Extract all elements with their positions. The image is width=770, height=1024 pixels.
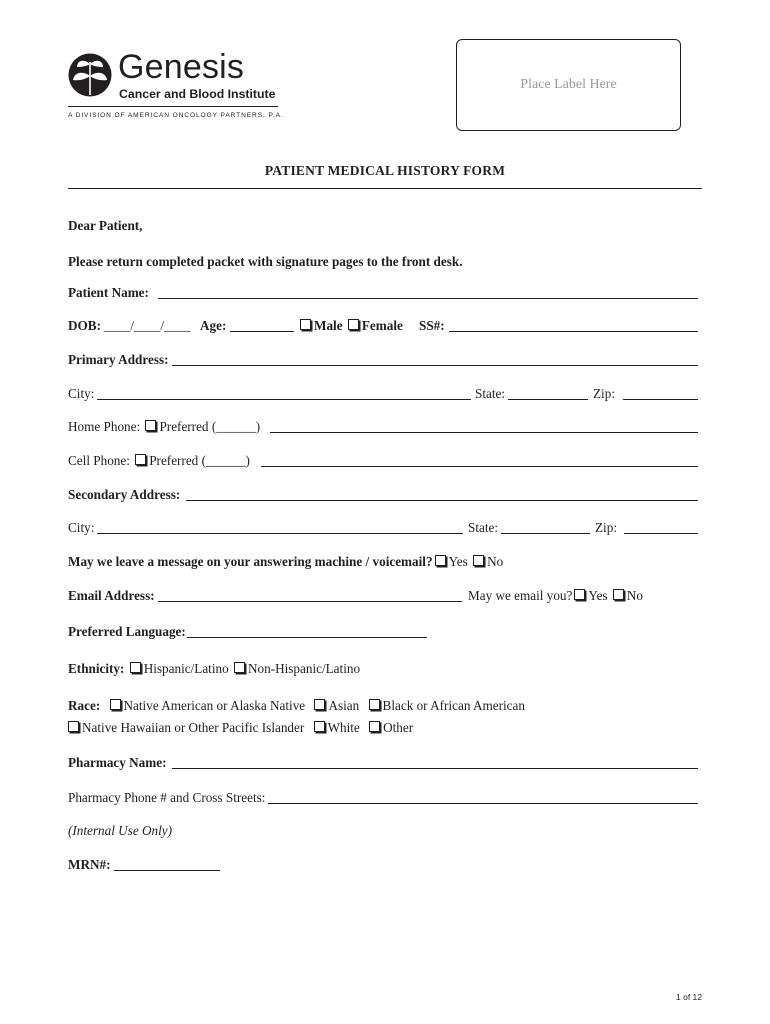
home-phone-area-code-field[interactable]: (______) bbox=[211, 419, 261, 434]
brand-subtitle: Cancer and Blood Institute bbox=[119, 87, 276, 101]
state-2-field[interactable] bbox=[501, 533, 590, 534]
brand-divider bbox=[68, 106, 278, 107]
cell-phone-label: Cell Phone: bbox=[68, 453, 130, 468]
email-field[interactable] bbox=[158, 601, 462, 602]
preferred-language-field[interactable] bbox=[187, 637, 427, 638]
ssn-label: SS#: bbox=[419, 318, 445, 333]
email-question: May we email you? bbox=[468, 588, 573, 603]
race-option-label: Asian bbox=[328, 698, 360, 713]
preferred-language-label: Preferred Language: bbox=[68, 624, 186, 639]
mrn-field[interactable] bbox=[114, 870, 220, 871]
pharmacy-phone-label: Pharmacy Phone # and Cross Streets: bbox=[68, 790, 266, 805]
email-permission-row bbox=[468, 588, 643, 604]
pharmacy-name-field[interactable] bbox=[172, 768, 698, 769]
cell-phone-field[interactable] bbox=[261, 466, 698, 467]
patient-name-label: Patient Name: bbox=[68, 285, 149, 300]
race-black-checkbox[interactable] bbox=[369, 699, 380, 710]
patient-name-field[interactable] bbox=[158, 298, 698, 299]
city-2-label: City: bbox=[68, 520, 95, 535]
primary-address-label: Primary Address: bbox=[68, 352, 169, 367]
internal-use-note: (Internal Use Only) bbox=[68, 823, 173, 838]
race-label: Race: bbox=[68, 698, 101, 713]
instruction-text: Please return completed packet with signature pages to the front desk. bbox=[68, 254, 463, 269]
page-title: PATIENT MEDICAL HISTORY FORM bbox=[264, 163, 506, 178]
ethnicity-non-hispanic-checkbox[interactable] bbox=[234, 662, 245, 673]
brand-name: Genesis bbox=[118, 48, 245, 86]
race-pacific-islander-checkbox[interactable] bbox=[68, 721, 79, 732]
voicemail-question: May we leave a message on your answering machine / voicemail? bbox=[68, 554, 433, 569]
cell-phone-preferred-checkbox[interactable] bbox=[135, 454, 146, 465]
email-yes-label: Yes bbox=[588, 588, 608, 603]
dob-field[interactable]: ____/____/____ bbox=[104, 318, 191, 333]
state-label: State: bbox=[475, 386, 506, 401]
email-no-checkbox[interactable] bbox=[613, 589, 624, 600]
page-number: 1 of 12 bbox=[676, 992, 702, 1002]
ethnicity-row bbox=[68, 661, 360, 677]
label-placeholder-text: Place Label Here bbox=[520, 77, 617, 92]
state-field[interactable] bbox=[508, 399, 588, 400]
mrn-label: MRN#: bbox=[68, 857, 111, 872]
email-label: Email Address: bbox=[68, 588, 155, 603]
primary-address-field[interactable] bbox=[172, 365, 698, 366]
ethnicity-hispanic-checkbox[interactable] bbox=[130, 662, 141, 673]
ssn-field[interactable] bbox=[449, 331, 698, 332]
female-checkbox[interactable] bbox=[348, 319, 359, 330]
zip-field[interactable] bbox=[623, 399, 698, 400]
race-row-2 bbox=[66, 720, 413, 736]
pharmacy-phone-field[interactable] bbox=[268, 803, 698, 804]
title-divider bbox=[68, 188, 702, 189]
cell-phone-area-code-field[interactable]: (______) bbox=[201, 453, 250, 468]
race-other-checkbox[interactable] bbox=[369, 721, 380, 732]
home-phone-preferred-label: Preferred bbox=[159, 419, 209, 434]
patient-label-box bbox=[456, 39, 681, 131]
home-phone-field[interactable] bbox=[270, 432, 698, 433]
zip-label: Zip: bbox=[593, 386, 615, 401]
race-option-label: Native Hawaiian or Other Pacific Islander bbox=[82, 720, 305, 735]
voicemail-yes-label: Yes bbox=[448, 554, 468, 569]
ethnicity-option-label: Non-Hispanic/Latino bbox=[247, 661, 361, 676]
race-option-label: Black or African American bbox=[382, 698, 525, 713]
city-label: City: bbox=[68, 386, 95, 401]
age-field[interactable] bbox=[230, 331, 294, 332]
ethnicity-label: Ethnicity: bbox=[68, 661, 125, 676]
voicemail-row bbox=[68, 554, 503, 570]
race-option-label: Native American or Alaska Native bbox=[123, 698, 306, 713]
email-no-label: No bbox=[626, 588, 643, 603]
voicemail-no-checkbox[interactable] bbox=[473, 555, 484, 566]
secondary-address-field[interactable] bbox=[186, 500, 698, 501]
home-phone-label: Home Phone: bbox=[68, 419, 141, 434]
race-native-american-checkbox[interactable] bbox=[110, 699, 121, 710]
voicemail-yes-checkbox[interactable] bbox=[435, 555, 446, 566]
genesis-leaf-logo-icon bbox=[68, 52, 112, 98]
race-option-label: Other bbox=[383, 720, 414, 735]
zip-2-label: Zip: bbox=[595, 520, 617, 535]
state-2-label: State: bbox=[468, 520, 499, 535]
age-label: Age: bbox=[200, 318, 227, 333]
male-label: Male bbox=[314, 318, 343, 333]
voicemail-no-label: No bbox=[487, 554, 504, 569]
ethnicity-option-label: Hispanic/Latino bbox=[143, 661, 229, 676]
zip-2-field[interactable] bbox=[624, 533, 698, 534]
race-option-label: White bbox=[327, 720, 360, 735]
secondary-address-label: Secondary Address: bbox=[68, 487, 181, 502]
male-checkbox[interactable] bbox=[300, 319, 311, 330]
female-label: Female bbox=[361, 318, 403, 333]
cell-phone-row bbox=[68, 453, 250, 469]
race-white-checkbox[interactable] bbox=[314, 721, 325, 732]
home-phone-row bbox=[68, 419, 260, 435]
email-yes-checkbox[interactable] bbox=[574, 589, 585, 600]
race-row-1 bbox=[68, 698, 525, 714]
race-asian-checkbox[interactable] bbox=[314, 699, 325, 710]
salutation: Dear Patient, bbox=[68, 218, 143, 233]
pharmacy-name-label: Pharmacy Name: bbox=[68, 755, 167, 770]
brand-division: A DIVISION OF AMERICAN ONCOLOGY PARTNERS, P.A. bbox=[68, 112, 284, 119]
home-phone-preferred-checkbox[interactable] bbox=[145, 420, 156, 431]
sex-options bbox=[298, 318, 403, 334]
city-field[interactable] bbox=[97, 399, 471, 400]
dob-label: DOB: bbox=[68, 318, 101, 333]
cell-phone-preferred-label: Preferred bbox=[149, 453, 199, 468]
city-2-field[interactable] bbox=[97, 533, 463, 534]
